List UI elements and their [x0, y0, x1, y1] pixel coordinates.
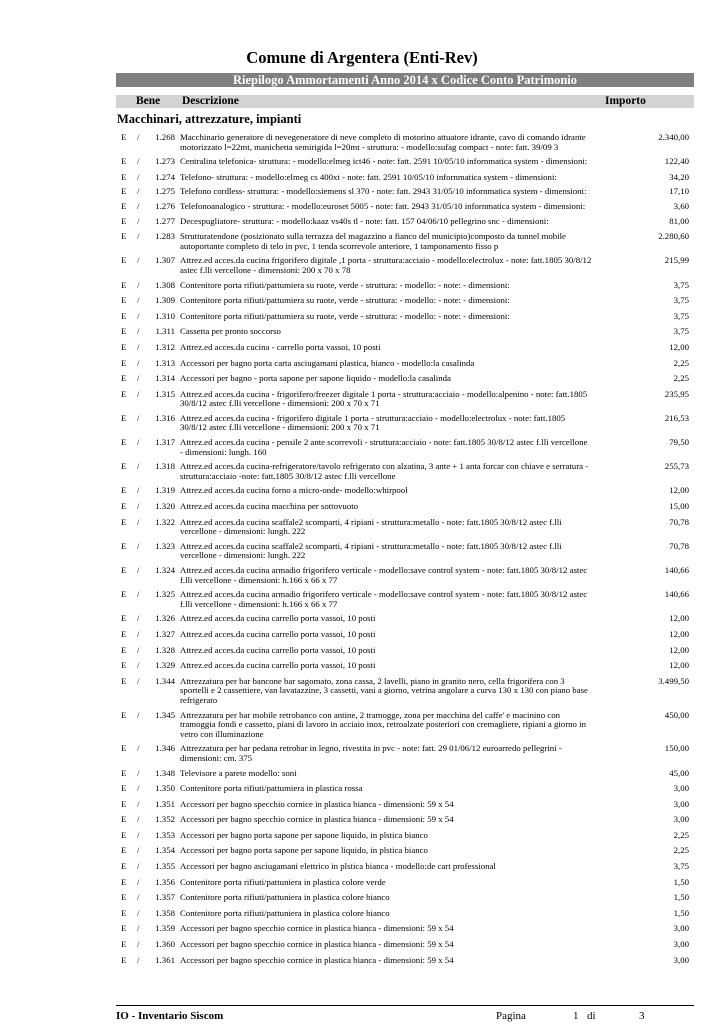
row-description: Contenitore porta rifiuti/pattuniera in plastica colore bianco [180, 907, 390, 918]
row-separator: / [137, 516, 140, 527]
row-description: Televisore a parete modello: soni [180, 767, 297, 778]
table-row [0, 502, 724, 512]
row-number: 1.355 [155, 861, 175, 872]
row-amount: 3,00 [673, 783, 689, 794]
row-category: E [121, 357, 127, 368]
table-row [0, 542, 724, 561]
row-description: Telefono- struttura: - modello:elmeg cs 400xt - note: fatt. 2591 10/05/10 infornmatica system - dimensioni: [180, 171, 557, 182]
row-separator: / [137, 628, 140, 639]
row-description: Telefonoanalogico - struttura: - modello:euroset 5005 - note: fatt. 2943 31/05/10 infornmatica system - dimensioni: [180, 200, 586, 211]
row-amount: 3,75 [673, 310, 689, 321]
row-separator: / [137, 412, 140, 423]
table-row [0, 744, 724, 763]
footer-divider [116, 1005, 694, 1006]
row-amount: 12,00 [669, 628, 689, 639]
footer-page-num: 1 [573, 1010, 579, 1022]
row-description: Attrez.ed acces.da cucina carrello porta vassoi, 10 posti [180, 613, 376, 624]
row-separator: / [137, 373, 140, 384]
row-amount: 3,00 [673, 798, 689, 809]
table-row [0, 343, 724, 353]
row-amount: 3,00 [673, 923, 689, 934]
row-number: 1.277 [155, 215, 175, 226]
row-category: E [121, 186, 127, 197]
table-row [0, 878, 724, 888]
row-category: E [121, 628, 127, 639]
row-separator: / [137, 709, 140, 720]
row-description: Contenitore porta rifiuti/pattumiera su ruote, verde - struttura: - modello: - note: - dimensioni: [180, 279, 510, 290]
row-description: Attrez.ed acces.da cucina - frigorifero/freezer digitale 1 porta - struttura:acciaio - modello:alpenino - note: fatt.1805 30/8/12 astec f.lli vercellone - dimensioni: 200 x 70 x 71 [180, 388, 588, 409]
row-category: E [121, 279, 127, 290]
table-row [0, 374, 724, 384]
row-amount: 12,00 [669, 485, 689, 496]
row-separator: / [137, 613, 140, 624]
row-separator: / [137, 357, 140, 368]
row-category: E [121, 485, 127, 496]
row-category: E [121, 814, 127, 825]
row-amount: 216,53 [664, 412, 689, 423]
row-amount: 140,66 [664, 589, 689, 600]
table-row [0, 769, 724, 779]
row-amount: 79,50 [669, 437, 689, 448]
table-row [0, 614, 724, 624]
col-descrizione: Descrizione [182, 95, 239, 107]
row-separator: / [137, 743, 140, 754]
row-description: Centralina telefonica- struttura: - modello:elmeg ict46 - note: fatt. 2591 10/05/10 infornmatica system - dimensioni: [180, 156, 588, 167]
row-description: Contenitore porta rifiuti/pattuniera in plastica colore verde [180, 876, 386, 887]
row-description: Cassetta per pronto soccorso [180, 326, 281, 337]
row-description: Attrez.ed acces.da cucina carrello porta vassoi, 10 posti [180, 660, 376, 671]
row-category: E [121, 255, 127, 266]
row-number: 1.313 [155, 357, 175, 368]
row-number: 1.317 [155, 437, 175, 448]
table-row [0, 909, 724, 919]
table-row [0, 630, 724, 640]
row-separator: / [137, 485, 140, 496]
row-separator: / [137, 501, 140, 512]
row-description: Accessori per bagno specchio cornice in plastica bianca - dimensioni: 59 x 54 [180, 814, 454, 825]
row-amount: 15,00 [669, 501, 689, 512]
row-description: Strutturatendone (posizionato sulla terrazza del magazzino a fianco del municipio)composto da tunnel mobile autoportante completo di telo in pvc, 1 tenda scorrevole anteriore, 1 tamponamento fisso p [180, 231, 566, 251]
row-separator: / [137, 660, 140, 671]
row-category: E [121, 171, 127, 182]
row-number: 1.327 [155, 628, 175, 639]
row-number: 1.359 [155, 923, 175, 934]
table-row [0, 518, 724, 537]
footer-page-label: Pagina [496, 1010, 526, 1022]
row-number: 1.353 [155, 829, 175, 840]
table-row [0, 256, 724, 275]
row-category: E [121, 461, 127, 472]
row-description: Contenitore porta rifiuti/pattumiera su ruote, verde - struttura: - modello: - note: - dimensioni: [180, 310, 510, 321]
table-row [0, 956, 724, 966]
section-title: Macchinari, attrezzature, impianti [117, 112, 302, 126]
table-row [0, 133, 724, 152]
table-row [0, 661, 724, 671]
row-description: Attrez.ed acces.da cucina scaffale2 scomparti, 4 ripiani - struttura:metallo - note: fatt.1805 30/8/12 astec f.lli vercellone - dimensioni: lungh. 222 [180, 540, 562, 561]
row-amount: 2,25 [673, 373, 689, 384]
row-number: 1.320 [155, 501, 175, 512]
row-number: 1.344 [155, 675, 175, 686]
row-category: E [121, 388, 127, 399]
row-number: 1.314 [155, 373, 175, 384]
row-description: Attrez.ed acces.da cucina frigorifero digitale ,1 porta - struttura:acciaio - modello:electrolux - note: fatt.1805 30/8/12 astec f.lli vercellone - dimensioni: 200 x 70 x 78 [180, 255, 592, 275]
row-number: 1.324 [155, 565, 175, 575]
row-number: 1.348 [155, 767, 175, 778]
row-amount: 12,00 [669, 660, 689, 671]
row-amount: 3,75 [673, 861, 689, 872]
row-number: 1.325 [155, 589, 175, 600]
row-separator: / [137, 954, 140, 965]
row-description: Attrez.ed acces.da cucina macchina per sottovuoto [180, 501, 359, 512]
row-amount: 81,00 [669, 215, 689, 226]
row-separator: / [137, 231, 140, 242]
row-category: E [121, 829, 127, 840]
row-separator: / [137, 644, 140, 655]
row-category: E [121, 861, 127, 872]
row-number: 1.319 [155, 485, 175, 496]
row-separator: / [137, 814, 140, 825]
row-category: E [121, 373, 127, 384]
row-category: E [121, 516, 127, 527]
row-category: E [121, 845, 127, 856]
row-separator: / [137, 907, 140, 918]
row-amount: 140,66 [664, 565, 689, 575]
row-description: Attrezzatura per bar mobile retrobanco con antine, 2 tramogge, zona per macchina del caffe' e macinino con tramoggia fondi e cassetto, piani di lavoro in acciaio inox, retroalzate posteriori con cremagliere, ripiani a giorno in vetro con illuminazione [180, 709, 586, 739]
table-row [0, 846, 724, 856]
row-amount: 3,00 [673, 939, 689, 950]
row-number: 1.318 [155, 461, 175, 472]
row-category: E [121, 675, 127, 686]
table-row [0, 486, 724, 496]
row-separator: / [137, 565, 140, 575]
row-separator: / [137, 295, 140, 306]
row-amount: 1,50 [673, 907, 689, 918]
row-number: 1.357 [155, 892, 175, 903]
row-separator: / [137, 675, 140, 686]
row-category: E [121, 540, 127, 551]
row-separator: / [137, 461, 140, 472]
row-separator: / [137, 939, 140, 950]
row-number: 1.307 [155, 255, 175, 266]
table-row [0, 924, 724, 934]
row-amount: 12,00 [669, 644, 689, 655]
row-description: Accessori per bagno specchio cornice in plastica bianca - dimensioni: 59 x 54 [180, 954, 454, 965]
table-row [0, 677, 724, 706]
row-separator: / [137, 845, 140, 856]
row-separator: / [137, 388, 140, 399]
row-amount: 2,25 [673, 829, 689, 840]
row-description: Accessori per bagno specchio cornice in plastica bianca - dimensioni: 59 x 54 [180, 798, 454, 809]
row-description: Contenitore porta rifiuti/pattumiera su ruote, verde - struttura: - modello: - note: - dimensioni: [180, 295, 510, 306]
row-number: 1.346 [155, 743, 175, 754]
row-separator: / [137, 186, 140, 197]
row-description: Attrez.ed acces.da cucina - pensile 2 ante scorrevoli - struttura:acciaio - note: fatt.1805 30/8/12 astec f.lli vercellone - dimensioni: lungh. 160 [180, 437, 588, 457]
row-amount: 122,40 [664, 156, 689, 167]
row-description: Attrez.ed acces.da cucina-refrigeratore/tavolo refrigerato con alzatina, 3 ante + 1 anta forcar con chiave e serratura - struttura:acciaio -note: fatt.1805 30/8/12 astec f.lli vercellone [180, 461, 589, 481]
row-amount: 17,10 [669, 186, 689, 197]
row-category: E [121, 939, 127, 950]
row-category: E [121, 660, 127, 671]
table-row [0, 390, 724, 409]
row-description: Accessori per bagno specchio cornice in plastica bianca - dimensioni: 59 x 54 [180, 939, 454, 950]
table-row [0, 646, 724, 656]
row-amount: 2.340,00 [658, 132, 689, 142]
row-separator: / [137, 798, 140, 809]
table-row [0, 187, 724, 197]
row-description: Attrezzatura per bar pedana retrobar in legno, rivestita in pvc - note: fatt. 29 01/06/12 euroarredo pellegrini - dimensioni: cm. 375 [180, 743, 562, 763]
row-number: 1.354 [155, 845, 175, 856]
row-separator: / [137, 876, 140, 887]
row-description: Attrezzatura per bar bancone bar sagomato, zona cassa, 2 lavelli, piano in granito nero, cella frigorifera con 3 sportelli e 2 cassettiere, van lavatazzine, 3 cassetti, vani a giorno, vetrina angolare a curva 130 x 130 con piano base refrigerato [180, 675, 588, 705]
row-description: Attrez.ed acces.da cucina armadio frigorifero verticale - modello:save control system - note: fatt.1805 30/8/12 astec f.lli vercellone - dimensioni: h.166 x 66 x 77 [180, 565, 588, 585]
row-category: E [121, 231, 127, 242]
row-description: Decespugliatore- struttura: - modello:kaaz vs40s tl - note: fatt. 157 04/06/10 pellegrino snc - dimensioni: [180, 215, 549, 226]
row-description: Accessori per bagno - porta sapone per sapone liquido - modello:la casalinda [180, 373, 451, 384]
row-amount: 12,00 [669, 341, 689, 352]
row-amount: 12,00 [669, 613, 689, 624]
row-number: 1.312 [155, 341, 175, 352]
row-description: Attrez.ed acces.da cucina carrello porta vassoi, 10 posti [180, 644, 376, 655]
row-number: 1.283 [155, 231, 175, 242]
row-amount: 235,95 [664, 388, 689, 399]
row-amount: 1,50 [673, 892, 689, 903]
table-row [0, 157, 724, 167]
row-amount: 255,73 [664, 461, 689, 472]
row-category: E [121, 613, 127, 624]
row-description: Attrez.ed acces.da cucina forno a micro-onde- modello:whirpool [180, 485, 408, 496]
row-category: E [121, 295, 127, 306]
row-category: E [121, 200, 127, 211]
row-category: E [121, 767, 127, 778]
row-category: E [121, 326, 127, 337]
table-row [0, 296, 724, 306]
footer-total-pages: 3 [639, 1010, 645, 1022]
row-number: 1.328 [155, 644, 175, 655]
row-category: E [121, 798, 127, 809]
row-amount: 3.499,50 [658, 675, 689, 686]
row-amount: 3,00 [673, 814, 689, 825]
row-category: E [121, 907, 127, 918]
row-category: E [121, 743, 127, 754]
row-separator: / [137, 589, 140, 600]
row-amount: 45,00 [669, 767, 689, 778]
row-description: Accessori per bagno porta sapone per sapone liquido, in plstica bianco [180, 845, 428, 856]
row-separator: / [137, 255, 140, 266]
row-number: 1.274 [155, 171, 175, 182]
row-amount: 3,75 [673, 326, 689, 337]
row-amount: 2,25 [673, 845, 689, 856]
table-row [0, 590, 724, 609]
table-row [0, 232, 724, 251]
row-number: 1.356 [155, 876, 175, 887]
row-category: E [121, 589, 127, 600]
row-number: 1.309 [155, 295, 175, 306]
row-category: E [121, 709, 127, 720]
row-amount: 70,78 [669, 540, 689, 551]
row-description: Accessori per bagno specchio cornice in plastica bianca - dimensioni: 59 x 54 [180, 923, 454, 934]
row-separator: / [137, 215, 140, 226]
row-number: 1.351 [155, 798, 175, 809]
row-category: E [121, 310, 127, 321]
row-category: E [121, 923, 127, 934]
row-separator: / [137, 279, 140, 290]
row-category: E [121, 876, 127, 887]
row-number: 1.361 [155, 954, 175, 965]
table-row [0, 217, 724, 227]
row-description: Attrez.ed acces.da cucina - carrello porta vassoi, 10 posti [180, 341, 381, 352]
table-row [0, 784, 724, 794]
table-row [0, 940, 724, 950]
footer-app: IO - Inventario Siscom [116, 1010, 224, 1022]
row-amount: 70,78 [669, 516, 689, 527]
row-amount: 3,00 [673, 954, 689, 965]
footer-of-label: di [587, 1010, 596, 1022]
row-number: 1.323 [155, 540, 175, 551]
row-category: E [121, 341, 127, 352]
row-category: E [121, 132, 127, 142]
row-number: 1.316 [155, 412, 175, 423]
row-separator: / [137, 200, 140, 211]
row-separator: / [137, 829, 140, 840]
row-separator: / [137, 540, 140, 551]
row-amount: 3,75 [673, 295, 689, 306]
row-number: 1.326 [155, 613, 175, 624]
row-category: E [121, 437, 127, 448]
row-number: 1.345 [155, 709, 175, 720]
row-category: E [121, 156, 127, 167]
row-amount: 150,00 [664, 743, 689, 754]
row-description: Attrez.ed acces.da cucina carrello porta vassoi, 10 posti [180, 628, 376, 639]
table-row [0, 438, 724, 457]
row-category: E [121, 644, 127, 655]
row-separator: / [137, 341, 140, 352]
table-row [0, 462, 724, 481]
row-separator: / [137, 923, 140, 934]
row-number: 1.308 [155, 279, 175, 290]
row-number: 1.311 [155, 326, 175, 337]
row-description: Contenitore porta rifiuti/pattumiera in plastica rossa [180, 783, 363, 794]
row-amount: 34,20 [669, 171, 689, 182]
row-number: 1.350 [155, 783, 175, 794]
row-category: E [121, 412, 127, 423]
row-separator: / [137, 861, 140, 872]
row-separator: / [137, 171, 140, 182]
row-separator: / [137, 156, 140, 167]
row-amount: 215,99 [664, 255, 689, 266]
row-description: Telefono cordless- struttura: - modello:siemens sl 370 - note: fatt. 2943 31/05/10 infornmatica system - dimensioni: [180, 186, 587, 197]
row-number: 1.360 [155, 939, 175, 950]
table-row [0, 202, 724, 212]
row-number: 1.315 [155, 388, 175, 399]
row-description: Accessori per bagno porta carta asciugamani plastica, bianco - modello:la casalinda [180, 357, 475, 368]
row-description: Contenitore porta rifiuti/pattuniera in plastica colore bianco [180, 892, 390, 903]
row-amount: 1,50 [673, 876, 689, 887]
row-description: Attrez.ed acces.da cucina - frigorifero digitale 1 porta - struttura:acciaio - modello:electrolux - note: fatt.1805 30/8/12 astec f.lli vercellone - dimensioni: 200 x 70 x 71 [180, 412, 566, 433]
row-number: 1.352 [155, 814, 175, 825]
row-separator: / [137, 892, 140, 903]
row-amount: 450,00 [664, 709, 689, 720]
table-row [0, 312, 724, 322]
row-category: E [121, 501, 127, 512]
row-separator: / [137, 783, 140, 794]
row-category: E [121, 783, 127, 794]
document-title: Comune di Argentera (Enti-Rev) [246, 48, 478, 67]
col-bene: Bene [136, 95, 161, 107]
row-number: 1.273 [155, 156, 175, 167]
table-row [0, 711, 724, 740]
table-row [0, 327, 724, 337]
row-separator: / [137, 767, 140, 778]
table-row [0, 359, 724, 369]
row-amount: 2,25 [673, 357, 689, 368]
table-row [0, 893, 724, 903]
row-number: 1.276 [155, 200, 175, 211]
col-importo: Importo [605, 95, 646, 107]
row-category: E [121, 892, 127, 903]
table-row [0, 566, 724, 585]
row-description: Attrez.ed acces.da cucina scaffale2 scomparti, 4 ripiani - struttura:metallo - note: fatt.1805 30/8/12 astec f.lli vercellone - dimensioni: lungh. 222 [180, 516, 562, 537]
row-amount: 3,75 [673, 279, 689, 290]
row-separator: / [137, 437, 140, 448]
row-number: 1.310 [155, 310, 175, 321]
table-row [0, 800, 724, 810]
table-row [0, 281, 724, 291]
row-amount: 2.280,60 [658, 231, 689, 242]
report-subtitle: Riepilogo Ammortamenti Anno 2014 x Codice Conto Patrimonio [116, 73, 694, 87]
row-amount: 3,60 [673, 200, 689, 211]
row-category: E [121, 215, 127, 226]
row-separator: / [137, 310, 140, 321]
asset-list [0, 133, 724, 971]
row-separator: / [137, 326, 140, 337]
row-description: Attrez.ed acces.da cucina armadio frigorifero verticale - modello:save control system - note: fatt.1805 30/8/12 astec f.lli vercellone - dimensioni: h.166 x 66 x 77 [180, 589, 588, 609]
row-number: 1.322 [155, 516, 175, 527]
row-category: E [121, 565, 127, 575]
row-description: Accessori per bagno porta sapone per sapone liquido, in plstica bianco [180, 829, 428, 840]
row-number: 1.275 [155, 186, 175, 197]
column-header [116, 95, 694, 108]
table-row [0, 414, 724, 433]
row-category: E [121, 954, 127, 965]
row-description: Accessori per bagno asciugamani elettrico in plstica bianca - modello:de cart professional [180, 861, 496, 872]
table-row [0, 815, 724, 825]
row-number: 1.329 [155, 660, 175, 671]
table-row [0, 862, 724, 872]
table-row [0, 173, 724, 183]
row-number: 1.358 [155, 907, 175, 918]
row-separator: / [137, 132, 140, 142]
row-description: Macchinario generatore di nevegeneratore di neve completo di motorino attuatore idrante, cavo di comando idrante motorizzato l=22mt, manichetta semirigida l=20mt - struttura: - modello:sufag compact - note: fatt. 39/09 3 [180, 132, 586, 152]
table-row [0, 831, 724, 841]
row-number: 1.268 [155, 132, 175, 142]
